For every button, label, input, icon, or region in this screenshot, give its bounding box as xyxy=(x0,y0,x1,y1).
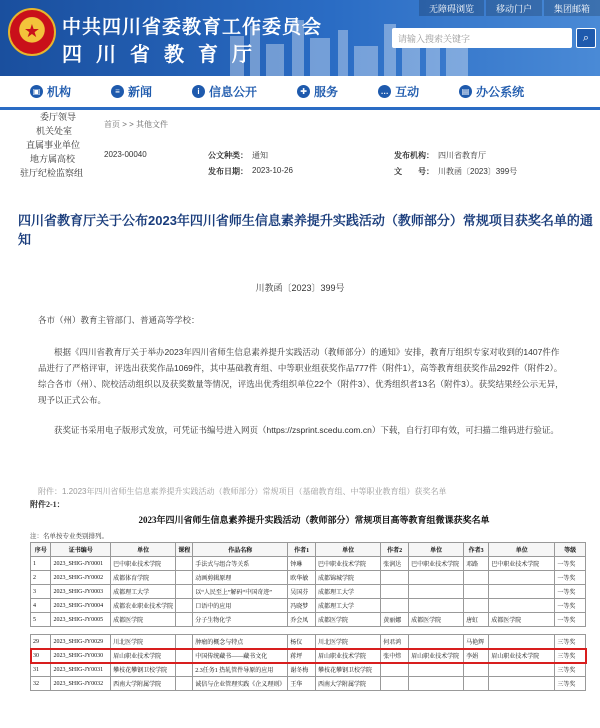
table-cell: 张中炜 xyxy=(381,649,409,663)
accessibility-link[interactable]: 无障碍浏览 xyxy=(419,0,484,16)
table-note: 注：名单按专业类别排列。 xyxy=(30,533,108,540)
table-cell: 巴中职业技术学院 xyxy=(316,557,381,571)
table-cell: 口语中的应用 xyxy=(193,599,288,613)
table-cell: 成都医学院 xyxy=(111,613,176,627)
table-header-cell: 课程 xyxy=(176,543,193,557)
sidebar-item-discipline[interactable]: 驻厅纪检监察组 xyxy=(20,168,84,178)
table-cell: 一等奖 xyxy=(555,613,586,627)
table-cell: 2 xyxy=(31,571,51,585)
table-cell: 4 xyxy=(31,599,51,613)
category-label: 公文种类： xyxy=(208,151,248,160)
sidebar-item-leaders[interactable]: 委厅领导 xyxy=(40,112,77,122)
table-cell: 钟琳 xyxy=(288,557,316,571)
nav-item-office[interactable] xyxy=(459,83,524,100)
table-cell xyxy=(381,599,409,613)
table-row xyxy=(31,599,586,613)
issuer-value: 四川省教育厅 xyxy=(438,151,486,160)
table-cell: 中国传统藏书——藏书文化 xyxy=(193,649,288,663)
index-no: 2023-00040 xyxy=(104,150,147,159)
table-header-cell: 作者1 xyxy=(288,543,316,557)
table-cell xyxy=(489,599,555,613)
sidebar-item-universities[interactable]: 地方属高校 xyxy=(30,154,76,164)
search-icon[interactable]: ⌕ xyxy=(576,28,596,48)
table-cell xyxy=(176,599,193,613)
table-cell: 2023_SHIG-JY0029 xyxy=(51,635,111,649)
news-icon: ≡ xyxy=(111,85,124,98)
table-cell xyxy=(381,585,409,599)
building-icon: ▣ xyxy=(30,85,43,98)
body-paragraph: 根据《四川省教育厅关于举办2023年四川省师生信息素养提升实践活动（教师部分）的通知》安排，教育厅组织专家对收到的1407件作品进行了严格评审，评选出获奖作品1069件，其中基础教育组、中等职业组获奖作品777件（附件1），高等教育组获奖作品292件（附件2）。综合各市（州）、院校活动组织以及获奖数量等情况，评选出优秀组织单位22个（附件3）、优秀组织者13名（附件3）。获奖结果经公示无异，现予以正式公布。 xyxy=(38,347,564,405)
table-cell: 一等奖 xyxy=(555,571,586,585)
table-cell: 分子生物化学 xyxy=(193,613,288,627)
table-cell xyxy=(489,635,555,649)
table-cell xyxy=(176,649,193,663)
table-cell: 马艳辉 xyxy=(464,635,489,649)
table-cell: 32 xyxy=(31,677,51,691)
nav-item-org[interactable] xyxy=(30,83,71,100)
main-nav xyxy=(0,76,600,110)
table-cell: 5 xyxy=(31,613,51,627)
search-input[interactable]: 请输入搜索关键字 xyxy=(392,28,572,48)
table-cell: 川北医学院 xyxy=(111,635,176,649)
issuer-label: 发布机构： xyxy=(394,151,434,160)
table-cell: 唐虹 xyxy=(464,613,489,627)
table-cell: 邓路 xyxy=(464,557,489,571)
table-cell: 成都医学院 xyxy=(409,613,464,627)
org-dropdown xyxy=(0,110,92,180)
table-row xyxy=(31,571,586,585)
table-header-cell: 序号 xyxy=(31,543,51,557)
table-cell: 手法式与组合等关系 xyxy=(193,557,288,571)
table-cell: 一等奖 xyxy=(555,557,586,571)
nav-label: 服务 xyxy=(314,85,339,99)
body-paragraph: 获奖证书采用电子版形式发放，可凭证书编号进入网页（https://zsprint.scedu.com.cn）下载，自行打印有效，可扫描二维码进行验证。 xyxy=(54,425,559,435)
top-links xyxy=(417,0,600,16)
table-header-cell: 单位 xyxy=(489,543,555,557)
mobile-portal-link[interactable]: 移动门户 xyxy=(486,0,542,16)
table-cell xyxy=(489,585,555,599)
table-cell: 一等奖 xyxy=(555,599,586,613)
table-cell: 杨仪 xyxy=(288,635,316,649)
table-cell: 西南大学附属学院 xyxy=(111,677,176,691)
chat-icon: … xyxy=(378,85,391,98)
table-cell: 李娟 xyxy=(464,649,489,663)
national-emblem-icon: ★ xyxy=(8,8,56,56)
attachment-label: 附件2-1： xyxy=(30,500,65,509)
table-cell: 谢冬梅 xyxy=(288,663,316,677)
table-cell xyxy=(464,663,489,677)
nav-item-news[interactable] xyxy=(111,83,152,100)
table-cell: 川北医学院 xyxy=(316,635,381,649)
table-cell: 2023_SHIG-JY0031 xyxy=(51,663,111,677)
table-cell xyxy=(176,585,193,599)
table-header-cell: 单位 xyxy=(316,543,381,557)
table-cell: 肿瘤的概念与特点 xyxy=(193,635,288,649)
table-cell: 三等奖 xyxy=(555,635,586,649)
table-cell: 2023_SHIG-JY0002 xyxy=(51,571,111,585)
table-cell xyxy=(464,599,489,613)
table-cell: 西南大学附属学院 xyxy=(316,677,381,691)
table-cell xyxy=(409,635,464,649)
category-value: 通知 xyxy=(252,151,268,160)
page-title: 四川省教育厅关于公布2023年四川省师生信息素养提升实践活动（教师部分）常规项目获奖名单的通知 xyxy=(18,213,593,247)
table-cell: 1 xyxy=(31,557,51,571)
sidebar-item-offices[interactable]: 机关处室 xyxy=(36,126,73,136)
table-cell xyxy=(176,557,193,571)
table-cell: 巴中职业技术学院 xyxy=(111,557,176,571)
date-label: 发布日期： xyxy=(208,167,248,176)
table-cell xyxy=(489,571,555,585)
table-cell: 成都农业职业技术学院 xyxy=(111,599,176,613)
table-row xyxy=(31,585,586,599)
table-cell xyxy=(176,613,193,627)
table-cell: 30 xyxy=(31,649,51,663)
award-table xyxy=(30,542,586,691)
table-header-cell: 等级 xyxy=(555,543,586,557)
table-row xyxy=(31,635,586,649)
nav-label: 互动 xyxy=(395,85,420,99)
info-icon: i xyxy=(192,85,205,98)
attachment-link[interactable]: 附件：1.2023年四川省师生信息素养提升实践活动（教师部分）常规项目（基础教育组、中等职业教育组）获奖名单 xyxy=(38,487,447,496)
table-cell: 张润达 xyxy=(381,557,409,571)
table-cell xyxy=(381,663,409,677)
table-cell xyxy=(176,571,193,585)
org-name: 中共四川省委教育工作委员会 xyxy=(62,17,323,38)
table-cell xyxy=(409,663,464,677)
nav-item-service[interactable] xyxy=(297,83,338,100)
table-cell xyxy=(464,571,489,585)
group-mail-link[interactable]: 集团邮箱 xyxy=(544,0,600,16)
table-cell: 31 xyxy=(31,663,51,677)
table-cell: 眉山职业技术学院 xyxy=(111,649,176,663)
table-cell: 成都锦城学院 xyxy=(316,571,381,585)
table-cell: 乔会凤 xyxy=(288,613,316,627)
table-cell: 成都理工大学 xyxy=(111,585,176,599)
table-cell: 2023_SHIG-JY0003 xyxy=(51,585,111,599)
table-cell xyxy=(381,677,409,691)
table-cell: 一等奖 xyxy=(555,585,586,599)
table-row xyxy=(31,557,586,571)
table-cell xyxy=(409,599,464,613)
table-row xyxy=(31,649,586,663)
service-icon: ✚ xyxy=(297,85,310,98)
table-header-cell: 单位 xyxy=(409,543,464,557)
table-cell xyxy=(409,677,464,691)
table-header-cell: 作者3 xyxy=(464,543,489,557)
table-cell: 2023_SHIG-JY0004 xyxy=(51,599,111,613)
office-icon: ▤ xyxy=(459,85,472,98)
table-header-cell: 作品名称 xyxy=(193,543,288,557)
table-header-cell: 单位 xyxy=(111,543,176,557)
table-cell xyxy=(489,677,555,691)
table-header-cell: 作者2 xyxy=(381,543,409,557)
salutation: 各市（州）教育主管部门、普通高等学校： xyxy=(38,315,200,325)
table-cell: 欧华敏 xyxy=(288,571,316,585)
table-cell: 攀枝花攀钢卫校学院 xyxy=(111,663,176,677)
award-list-image xyxy=(28,497,600,728)
nav-item-interact[interactable] xyxy=(378,83,419,100)
nav-label: 信息公开 xyxy=(209,85,258,99)
table-cell: 三等奖 xyxy=(555,677,586,691)
table-cell: 成都医学院 xyxy=(316,613,381,627)
docno-label: 文 号： xyxy=(394,167,434,176)
table-gap xyxy=(31,627,586,635)
table-cell: 蒋坪 xyxy=(288,649,316,663)
table-cell: 3 xyxy=(31,585,51,599)
table-cell: 黄丽娜 xyxy=(381,613,409,627)
table-cell: 2.3任务1 热轧管件导原的应用 xyxy=(193,663,288,677)
table-cell: 眉山职业技术学院 xyxy=(316,649,381,663)
table-cell: 攀枝花攀钢卫校学院 xyxy=(316,663,381,677)
table-cell xyxy=(176,677,193,691)
table-cell: 成都理工大学 xyxy=(316,599,381,613)
table-cell: 眉山职业技术学院 xyxy=(489,649,555,663)
table-cell: 巴中职业技术学院 xyxy=(489,557,555,571)
table-cell: 王华 xyxy=(288,677,316,691)
table-cell: 冯晓梦 xyxy=(288,599,316,613)
table-cell xyxy=(176,663,193,677)
docno-value: 川教函〔2023〕399号 xyxy=(438,167,518,176)
table-row xyxy=(31,677,586,691)
breadcrumb[interactable]: 首页 > > 其他文件 xyxy=(104,120,169,129)
table-cell: 成都医学院 xyxy=(489,613,555,627)
nav-item-info[interactable] xyxy=(192,83,257,100)
table-cell xyxy=(176,635,193,649)
table-cell: 以“人民至上”解码“中国奇迹” xyxy=(193,585,288,599)
table-title: 2023年四川省师生信息素养提升实践活动（教师部分）常规项目高等教育组微课获奖名单 xyxy=(138,515,490,525)
table-cell: 三等奖 xyxy=(555,649,586,663)
sidebar-item-institutions[interactable]: 直属事业单位 xyxy=(26,140,81,150)
date-value: 2023-10-26 xyxy=(252,166,293,175)
table-cell xyxy=(464,677,489,691)
table-cell: 2023_SHIG-JY0030 xyxy=(51,649,111,663)
nav-label: 机构 xyxy=(47,85,72,99)
table-cell: 三等奖 xyxy=(555,663,586,677)
table-cell: 动画剪辑原理 xyxy=(193,571,288,585)
table-cell: 成都体育学院 xyxy=(111,571,176,585)
site-header xyxy=(0,0,600,76)
table-cell: 吴国芬 xyxy=(288,585,316,599)
org-subname: 四川省教育厅 xyxy=(62,44,266,66)
table-cell: 成都理工大学 xyxy=(316,585,381,599)
table-row xyxy=(31,613,586,627)
table-cell xyxy=(464,585,489,599)
table-cell: 2023_SHIG-JY0005 xyxy=(51,613,111,627)
doc-meta xyxy=(104,150,574,182)
table-cell: 2023_SHIG-JY0032 xyxy=(51,677,111,691)
table-cell: 29 xyxy=(31,635,51,649)
nav-label: 新闻 xyxy=(128,85,153,99)
table-row xyxy=(31,663,586,677)
table-cell xyxy=(409,571,464,585)
table-cell xyxy=(409,585,464,599)
table-cell: 何君鸿 xyxy=(381,635,409,649)
doc-number: 川教函〔2023〕399号 xyxy=(255,283,345,293)
table-cell: 诚信与企业管理实践《企义理则》 xyxy=(193,677,288,691)
nav-label: 办公系统 xyxy=(476,85,525,99)
table-cell xyxy=(381,571,409,585)
table-cell: 眉山职业技术学院 xyxy=(409,649,464,663)
table-cell: 巴中职业技术学院 xyxy=(409,557,464,571)
table-cell: 2023_SHIG-JY0001 xyxy=(51,557,111,571)
table-header-cell: 证书编号 xyxy=(51,543,111,557)
table-cell xyxy=(489,663,555,677)
